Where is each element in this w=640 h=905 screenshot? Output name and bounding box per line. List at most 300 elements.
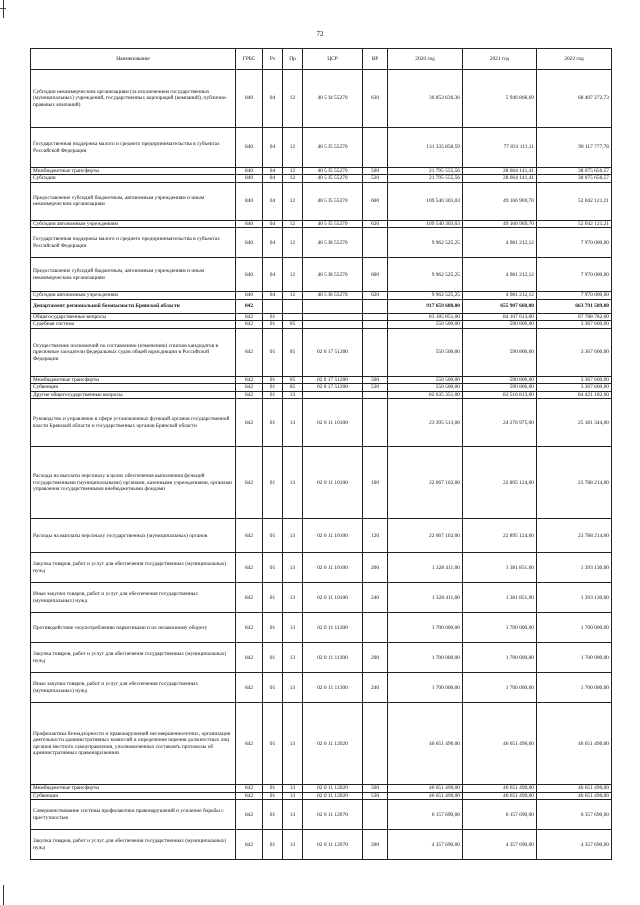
cell-csr: 40 5 I5 55270 xyxy=(303,220,363,227)
cell-rz: 01 xyxy=(263,785,283,792)
cell-2021: 1 700 000,00 xyxy=(463,613,537,643)
cell-2020: 1 700 000,00 xyxy=(388,643,463,673)
cell-grbs: 842 xyxy=(236,328,263,376)
table-row xyxy=(31,447,612,519)
cell-2021: 49 166 969,70 xyxy=(463,220,537,227)
cell-pr: 13 xyxy=(283,391,303,398)
cell-pr xyxy=(283,313,303,320)
cell-2021: 1 700 000,00 xyxy=(463,643,537,673)
cell-2020: 917 659 688,00 xyxy=(388,299,463,313)
table-row xyxy=(31,519,612,553)
cell-csr: 02 0 11 12020 xyxy=(303,785,363,792)
cell-grbs: 840 xyxy=(236,70,263,128)
table-row xyxy=(31,220,612,227)
cell-grbs: 842 xyxy=(236,321,263,328)
cell-csr: 02 0 11 12020 xyxy=(303,703,363,785)
cell-csr: 02 0 11 10100 xyxy=(303,519,363,553)
cell-2021: 4 981 212,12 xyxy=(463,292,537,299)
cell-vr xyxy=(363,228,388,258)
cell-rz: 01 xyxy=(263,384,283,391)
cell-pr: 13 xyxy=(283,399,303,447)
cell-csr: 02 0 11 10100 xyxy=(303,553,363,583)
cell-2021: 4 357 690,00 xyxy=(463,830,537,860)
cell-2020: 550 500,00 xyxy=(388,321,463,328)
table-header-row xyxy=(31,49,612,70)
cell-2022: 1 700 000,00 xyxy=(537,613,612,643)
cell-rz: 04 xyxy=(263,258,283,292)
cell-2021: 6 157 690,00 xyxy=(463,800,537,830)
cell-name: Руководство и управление в сфере установленных функций органов государственной власти Брянской области и государственных органов Брянской области xyxy=(31,399,236,447)
col-header-rz: Рз xyxy=(263,49,283,70)
cell-rz: 01 xyxy=(263,703,283,785)
cell-2022: 4 357 690,00 xyxy=(537,830,612,860)
table-row xyxy=(31,583,612,613)
table-row xyxy=(31,613,612,643)
cell-pr: 13 xyxy=(283,703,303,785)
cell-2021: 77 831 111,11 xyxy=(463,128,537,168)
cell-2021: 1 381 851,00 xyxy=(463,553,537,583)
cell-name: Противодействие злоупотреблению наркотиками и их незаконному обороту xyxy=(31,613,236,643)
cell-vr: 500 xyxy=(363,168,388,175)
cell-vr: 120 xyxy=(363,519,388,553)
cell-grbs: 842 xyxy=(236,785,263,792)
cell-name: Субвенции xyxy=(31,792,236,799)
cell-csr: 02 0 11 11300 xyxy=(303,673,363,703)
cell-vr: 530 xyxy=(363,792,388,799)
cell-vr: 620 xyxy=(363,292,388,299)
cell-2020: 21 795 555,56 xyxy=(388,168,463,175)
table-row xyxy=(31,292,612,299)
cell-name: Расходы на выплаты персоналу в целях обеспечения выполнения функций государственными (муниципальными) органами, казенными учреждениями, органами управления государственными внебюджетными фондами xyxy=(31,447,236,519)
cell-grbs: 842 xyxy=(236,830,263,860)
cell-2022: 23 788 214,00 xyxy=(537,519,612,553)
cell-pr: 05 xyxy=(283,384,303,391)
cell-grbs: 840 xyxy=(236,168,263,175)
cell-rz: 04 xyxy=(263,168,283,175)
table-row xyxy=(31,182,612,220)
cell-pr: 13 xyxy=(283,673,303,703)
cell-name: Межбюджетные трансферты xyxy=(31,376,236,383)
table-row xyxy=(31,175,612,182)
cell-vr xyxy=(363,313,388,320)
col-header-2020: 2020 год xyxy=(388,49,463,70)
cell-2020: 30 853 636,36 xyxy=(388,70,463,128)
cell-csr: 02 0 11 11300 xyxy=(303,613,363,643)
table-row xyxy=(31,792,612,799)
cell-grbs: 840 xyxy=(236,292,263,299)
cell-csr: 02 0 17 51200 xyxy=(303,376,363,383)
table-row xyxy=(31,399,612,447)
cell-2022: 68 407 272,73 xyxy=(537,70,612,128)
cell-2022: 46 651 490,00 xyxy=(537,792,612,799)
cell-2021: 46 651 490,00 xyxy=(463,703,537,785)
scan-edge-mark xyxy=(3,885,4,905)
cell-grbs: 842 xyxy=(236,583,263,613)
budget-table xyxy=(30,48,612,860)
cell-rz: 01 xyxy=(263,519,283,553)
cell-2022: 23 788 214,00 xyxy=(537,447,612,519)
cell-2020: 9 962 525,25 xyxy=(388,258,463,292)
cell-rz: 01 xyxy=(263,553,283,583)
cell-name: Предоставление субсидий бюджетным, автономным учреждениям и иным некоммерческим организациям xyxy=(31,258,236,292)
cell-csr: 40 5 I5 55270 xyxy=(303,182,363,220)
cell-csr: 40 5 I8 55270 xyxy=(303,258,363,292)
cell-2020: 1 328 411,00 xyxy=(388,553,463,583)
cell-grbs: 842 xyxy=(236,673,263,703)
cell-2022: 7 970 000,00 xyxy=(537,228,612,258)
cell-2021: 4 981 212,12 xyxy=(463,258,537,292)
cell-2020: 82 635 351,00 xyxy=(388,391,463,398)
cell-2022: 1 700 000,00 xyxy=(537,673,612,703)
cell-2022: 3 367 600,00 xyxy=(537,376,612,383)
cell-pr: 12 xyxy=(283,168,303,175)
cell-2020: 1 700 000,00 xyxy=(388,673,463,703)
cell-rz: 01 xyxy=(263,447,283,519)
cell-2022: 90 117 777,78 xyxy=(537,128,612,168)
cell-2021: 590 800,00 xyxy=(463,376,537,383)
cell-2021: 1 381 851,00 xyxy=(463,583,537,613)
table-row xyxy=(31,321,612,328)
cell-2021: 46 651 490,00 xyxy=(463,792,537,799)
cell-pr: 12 xyxy=(283,128,303,168)
cell-grbs: 842 xyxy=(236,376,263,383)
table-row xyxy=(31,703,612,785)
cell-2022: 6 157 690,00 xyxy=(537,800,612,830)
cell-rz: 01 xyxy=(263,313,283,320)
page-number: 72 xyxy=(316,30,324,38)
cell-2022: 3 367 600,00 xyxy=(537,384,612,391)
cell-2020: 550 500,00 xyxy=(388,376,463,383)
cell-2022: 46 651 490,00 xyxy=(537,703,612,785)
table-row xyxy=(31,168,612,175)
cell-2021: 590 800,00 xyxy=(463,321,537,328)
cell-2020: 109 540 303,03 xyxy=(388,220,463,227)
cell-grbs: 840 xyxy=(236,128,263,168)
cell-2022: 3 367 600,00 xyxy=(537,328,612,376)
cell-grbs: 842 xyxy=(236,299,263,313)
cell-pr: 12 xyxy=(283,70,303,128)
cell-name: Общегосударственные вопросы xyxy=(31,313,236,320)
table-row xyxy=(31,643,612,673)
cell-name: Субсидии некоммерческим организациям (за исключением государственных (муниципальных) учреждений, государственных корпораций (компаний), публично-правовых компаний) xyxy=(31,70,236,128)
cell-rz: 01 xyxy=(263,376,283,383)
table-row xyxy=(31,258,612,292)
cell-grbs: 842 xyxy=(236,553,263,583)
cell-grbs: 842 xyxy=(236,391,263,398)
cell-vr xyxy=(363,328,388,376)
cell-name: Государственная поддержка малого и среднего предпринимательства в субъектах Российской Федерации xyxy=(31,128,236,168)
cell-2021: 28 664 141,41 xyxy=(463,175,537,182)
cell-grbs: 842 xyxy=(236,447,263,519)
cell-grbs: 842 xyxy=(236,399,263,447)
cell-grbs: 842 xyxy=(236,643,263,673)
cell-vr: 600 xyxy=(363,258,388,292)
cell-vr: 240 xyxy=(363,673,388,703)
cell-rz: 04 xyxy=(263,128,283,168)
cell-grbs: 842 xyxy=(236,313,263,320)
cell-2022: 52 042 121,21 xyxy=(537,220,612,227)
cell-csr: 02 0 11 12070 xyxy=(303,830,363,860)
cell-name: Другие общегосударственные вопросы xyxy=(31,391,236,398)
cell-vr: 500 xyxy=(363,785,388,792)
cell-2020: 83 185 851,00 xyxy=(388,313,463,320)
cell-pr: 13 xyxy=(283,792,303,799)
cell-name: Департамент региональной безопасности Брянской области xyxy=(31,299,236,313)
cell-name: Субсидии автономным учреждениям xyxy=(31,292,236,299)
table-row xyxy=(31,376,612,383)
cell-2021: 84 107 613,00 xyxy=(463,313,537,320)
cell-rz: 01 xyxy=(263,792,283,799)
cell-csr: 40 5 I8 55270 xyxy=(303,228,363,258)
cell-rz: 04 xyxy=(263,228,283,258)
cell-csr: 02 0 11 11300 xyxy=(303,643,363,673)
cell-grbs: 840 xyxy=(236,175,263,182)
cell-vr xyxy=(363,399,388,447)
cell-vr xyxy=(363,299,388,313)
cell-vr: 530 xyxy=(363,384,388,391)
col-header-name: Наименование xyxy=(31,49,236,70)
cell-vr xyxy=(363,800,388,830)
cell-pr xyxy=(283,299,303,313)
cell-vr xyxy=(363,391,388,398)
cell-pr: 12 xyxy=(283,175,303,182)
cell-name: Межбюджетные трансферты xyxy=(31,785,236,792)
cell-2022: 38 075 656,57 xyxy=(537,175,612,182)
cell-2021: 22 895 124,00 xyxy=(463,447,537,519)
cell-vr: 200 xyxy=(363,643,388,673)
cell-2020: 550 500,00 xyxy=(388,384,463,391)
cell-2021: 1 700 000,00 xyxy=(463,673,537,703)
cell-pr: 13 xyxy=(283,447,303,519)
table-row xyxy=(31,328,612,376)
cell-2021: 24 276 975,00 xyxy=(463,399,537,447)
cell-grbs: 842 xyxy=(236,613,263,643)
cell-csr: 02 0 11 10100 xyxy=(303,399,363,447)
cell-csr: 40 5 I4 55270 xyxy=(303,70,363,128)
cell-vr xyxy=(363,613,388,643)
cell-2020: 550 500,00 xyxy=(388,328,463,376)
cell-2020: 21 795 555,56 xyxy=(388,175,463,182)
cell-2020: 4 357 690,00 xyxy=(388,830,463,860)
cell-2021: 590 800,00 xyxy=(463,328,537,376)
cell-name: Осуществление полномочий по составлению (изменению) списков кандидатов в присяжные заседатели федеральных судов общей юрисдикции в Российской Федерации xyxy=(31,328,236,376)
cell-name: Государственная поддержка малого и среднего предпринимательства в субъектах Российской Федерации xyxy=(31,228,236,258)
cell-2021: 22 895 124,00 xyxy=(463,519,537,553)
cell-name: Профилактика безнадзорности и правонарушений несовершеннолетних, организация деятельности административных комиссий и определение перечня должностных лиц органов местного самоуправления, уполномоченных составлять протоколы об административных правонарушениях xyxy=(31,703,236,785)
cell-2021: 590 800,00 xyxy=(463,384,537,391)
cell-2022: 7 970 000,00 xyxy=(537,292,612,299)
cell-csr: 02 0 11 12070 xyxy=(303,800,363,830)
cell-2022: 87 788 782,00 xyxy=(537,313,612,320)
scan-edge-mark xyxy=(3,0,4,18)
cell-grbs: 842 xyxy=(236,703,263,785)
cell-2022: 663 791 589,00 xyxy=(537,299,612,313)
cell-csr xyxy=(303,299,363,313)
cell-rz: 01 xyxy=(263,321,283,328)
cell-grbs: 840 xyxy=(236,228,263,258)
cell-pr: 12 xyxy=(283,228,303,258)
cell-rz: 01 xyxy=(263,391,283,398)
cell-2020: 46 651 490,00 xyxy=(388,703,463,785)
cell-rz: 04 xyxy=(263,70,283,128)
cell-name: Субсидии автономным учреждениям xyxy=(31,220,236,227)
cell-2020: 22 067 102,00 xyxy=(388,447,463,519)
cell-2022: 38 075 656,57 xyxy=(537,168,612,175)
cell-2020: 23 395 513,00 xyxy=(388,399,463,447)
table-row xyxy=(31,785,612,792)
cell-grbs: 842 xyxy=(236,519,263,553)
cell-pr: 12 xyxy=(283,182,303,220)
cell-name: Предоставление субсидий бюджетным, автономным учреждениям и иным некоммерческим организациям xyxy=(31,182,236,220)
cell-pr: 12 xyxy=(283,258,303,292)
cell-name: Межбюджетные трансферты xyxy=(31,168,236,175)
cell-2021: 655 907 660,00 xyxy=(463,299,537,313)
cell-rz: 01 xyxy=(263,830,283,860)
cell-csr: 40 5 I5 55270 xyxy=(303,128,363,168)
cell-grbs: 840 xyxy=(236,220,263,227)
cell-2020: 9 962 525,25 xyxy=(388,292,463,299)
table-row xyxy=(31,391,612,398)
cell-vr: 600 xyxy=(363,182,388,220)
cell-2022: 1 393 130,00 xyxy=(537,583,612,613)
cell-vr: 240 xyxy=(363,583,388,613)
cell-pr: 13 xyxy=(283,830,303,860)
cell-pr: 13 xyxy=(283,583,303,613)
cell-rz: 04 xyxy=(263,220,283,227)
col-header-pr: Пр xyxy=(283,49,303,70)
cell-rz: 01 xyxy=(263,399,283,447)
col-header-csr: ЦСР xyxy=(303,49,363,70)
cell-2022: 3 367 600,00 xyxy=(537,321,612,328)
cell-vr: 620 xyxy=(363,220,388,227)
cell-vr: 200 xyxy=(363,830,388,860)
cell-2020: 6 157 690,00 xyxy=(388,800,463,830)
cell-vr: 500 xyxy=(363,376,388,383)
cell-name: Закупка товаров, работ и услуг для обеспечения государственных (муниципальных) нужд xyxy=(31,643,236,673)
cell-2022: 84 421 182,00 xyxy=(537,391,612,398)
cell-name: Закупка товаров, работ и услуг для обеспечения государственных (муниципальных) нужд xyxy=(31,830,236,860)
table-row xyxy=(31,553,612,583)
cell-vr: 520 xyxy=(363,175,388,182)
cell-rz: 04 xyxy=(263,175,283,182)
cell-2021: 49 166 969,70 xyxy=(463,182,537,220)
cell-grbs: 840 xyxy=(236,182,263,220)
cell-rz: 04 xyxy=(263,292,283,299)
cell-csr: 02 0 17 51200 xyxy=(303,328,363,376)
cell-rz: 01 xyxy=(263,673,283,703)
cell-2022: 46 651 490,00 xyxy=(537,785,612,792)
col-header-vr: ВР xyxy=(363,49,388,70)
cell-2020: 46 651 490,00 xyxy=(388,785,463,792)
cell-rz: 04 xyxy=(263,182,283,220)
cell-grbs: 842 xyxy=(236,384,263,391)
cell-rz: 01 xyxy=(263,583,283,613)
cell-pr: 13 xyxy=(283,553,303,583)
cell-2020: 1 700 000,00 xyxy=(388,613,463,643)
cell-2021: 28 664 141,41 xyxy=(463,168,537,175)
cell-csr xyxy=(303,321,363,328)
col-header-grbs: ГРБС xyxy=(236,49,263,70)
cell-2022: 1 393 130,00 xyxy=(537,553,612,583)
cell-grbs: 842 xyxy=(236,792,263,799)
cell-rz: 01 xyxy=(263,328,283,376)
cell-name: Закупка товаров, работ и услуг для обеспечения государственных (муниципальных) нужд xyxy=(31,553,236,583)
cell-2020: 1 328 411,00 xyxy=(388,583,463,613)
cell-2020: 109 540 303,03 xyxy=(388,182,463,220)
cell-vr xyxy=(363,128,388,168)
cell-pr: 12 xyxy=(283,292,303,299)
cell-csr: 02 0 11 10100 xyxy=(303,447,363,519)
cell-csr xyxy=(303,313,363,320)
cell-vr: 630 xyxy=(363,70,388,128)
cell-rz: 01 xyxy=(263,800,283,830)
cell-name: Иные закупки товаров, работ и услуг для обеспечения государственных (муниципальных) нужд xyxy=(31,583,236,613)
cell-2021: 83 516 813,00 xyxy=(463,391,537,398)
table-row xyxy=(31,830,612,860)
cell-2020: 22 067 102,00 xyxy=(388,519,463,553)
cell-pr: 12 xyxy=(283,220,303,227)
cell-vr xyxy=(363,321,388,328)
table-row xyxy=(31,800,612,830)
cell-csr: 02 0 11 10100 xyxy=(303,583,363,613)
cell-csr xyxy=(303,391,363,398)
cell-csr: 02 0 17 51200 xyxy=(303,384,363,391)
cell-name: Расходы на выплаты персоналу государственных (муниципальных) органов xyxy=(31,519,236,553)
cell-csr: 40 5 I8 55270 xyxy=(303,292,363,299)
table-row xyxy=(31,228,612,258)
cell-2021: 4 981 212,12 xyxy=(463,228,537,258)
cell-name: Иные закупки товаров, работ и услуг для обеспечения государственных (муниципальных) нужд xyxy=(31,673,236,703)
cell-pr: 13 xyxy=(283,613,303,643)
cell-name: Судебная система xyxy=(31,321,236,328)
table-row xyxy=(31,673,612,703)
table-row xyxy=(31,384,612,391)
cell-grbs: 842 xyxy=(236,800,263,830)
cell-vr: 200 xyxy=(363,553,388,583)
cell-pr: 13 xyxy=(283,643,303,673)
table-row xyxy=(31,313,612,320)
cell-2022: 25 181 344,00 xyxy=(537,399,612,447)
cell-2022: 52 042 121,21 xyxy=(537,182,612,220)
cell-2021: 5 946 868,69 xyxy=(463,70,537,128)
cell-2020: 131 335 858,59 xyxy=(388,128,463,168)
cell-rz: 01 xyxy=(263,643,283,673)
cell-csr: 40 5 I5 55270 xyxy=(303,168,363,175)
cell-vr: 100 xyxy=(363,447,388,519)
cell-pr: 05 xyxy=(283,328,303,376)
cell-name: Совершенствование системы профилактики правонарушений и усиление борьбы с преступностью xyxy=(31,800,236,830)
cell-2020: 46 651 490,00 xyxy=(388,792,463,799)
col-header-2021: 2021 год xyxy=(463,49,537,70)
cell-2021: 46 651 490,00 xyxy=(463,785,537,792)
table-row xyxy=(31,128,612,168)
cell-pr: 05 xyxy=(283,376,303,383)
table-row xyxy=(31,299,612,313)
cell-rz xyxy=(263,299,283,313)
cell-name: Субсидии xyxy=(31,175,236,182)
cell-pr: 13 xyxy=(283,800,303,830)
cell-pr: 13 xyxy=(283,785,303,792)
cell-grbs: 840 xyxy=(236,258,263,292)
table-row xyxy=(31,70,612,128)
cell-2022: 7 970 000,00 xyxy=(537,258,612,292)
cell-pr: 05 xyxy=(283,321,303,328)
cell-vr xyxy=(363,703,388,785)
cell-pr: 13 xyxy=(283,519,303,553)
cell-csr: 02 0 11 12020 xyxy=(303,792,363,799)
cell-2022: 1 700 000,00 xyxy=(537,643,612,673)
cell-csr: 40 5 I5 55270 xyxy=(303,175,363,182)
